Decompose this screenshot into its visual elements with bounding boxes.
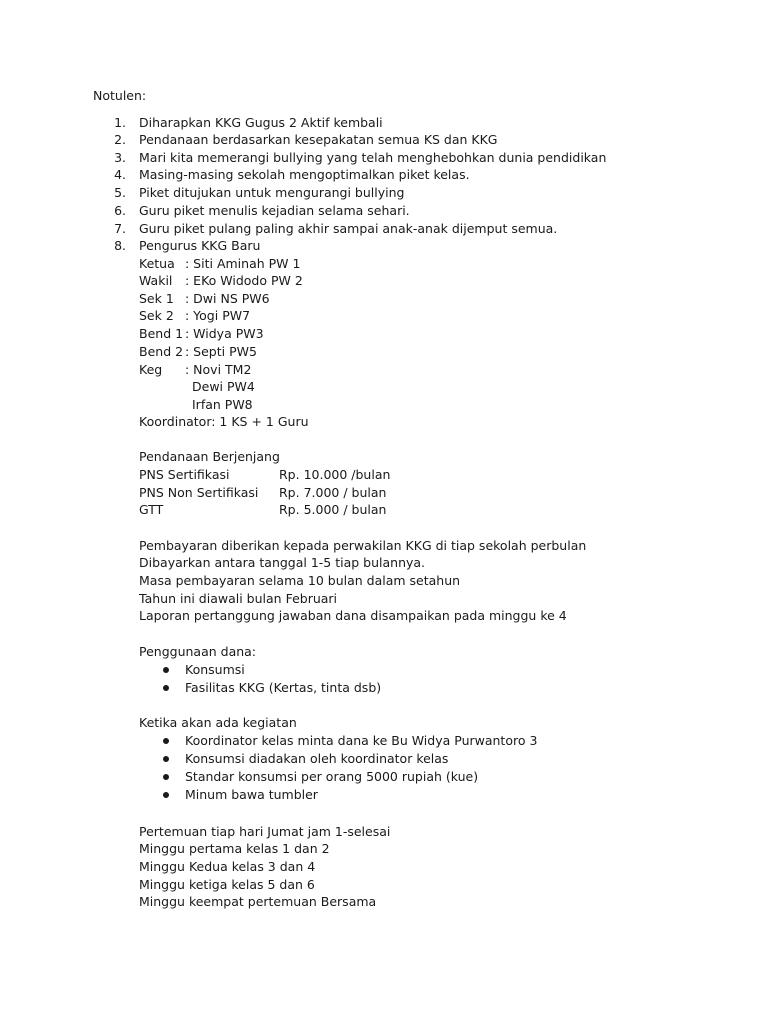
pertemuan-line: Minggu keempat pertemuan Bersama [139,894,377,909]
bullet-dot [163,685,169,691]
kegiatan-heading: Ketika akan ada kegiatan [139,715,297,730]
pertemuan-line: Minggu pertama kelas 1 dan 2 [139,841,330,856]
penggunaan-heading: Penggunaan dana: [139,644,257,659]
pembayaran-line: Laporan pertanggung jawaban dana disampaikan pada minggu ke 4 [139,608,567,623]
list-item: Piket ditujukan untuk mengurangi bullying [139,185,405,200]
kegiatan-item: Koordinator kelas minta dana ke Bu Widya Purwantoro 3 [185,733,538,748]
pendanaan-label: PNS Non Sertifikasi [139,485,259,500]
list-item: Diharapkan KKG Gugus 2 Aktif kembali [139,115,383,130]
list-number: 7. [114,221,126,236]
list-item: Masing-masing sekolah mengoptimalkan piket kelas. [139,167,470,182]
list-number: 1. [114,115,126,130]
pengurus-name: : Widya PW3 [185,326,264,341]
pengurus-name: : Novi TM2 [185,362,252,377]
list-number: 6. [114,203,126,218]
pertemuan-line: Minggu ketiga kelas 5 dan 6 [139,877,315,892]
koordinator-text: Koordinator: 1 KS + 1 Guru [139,414,309,429]
penggunaan-item: Konsumsi [185,662,245,677]
kegiatan-item: Minum bawa tumbler [185,787,318,802]
pendanaan-label: GTT [139,502,164,517]
list-item: Pendanaan berdasarkan kesepakatan semua KS dan KKG [139,132,498,147]
pendanaan-heading: Pendanaan Berjenjang [139,449,280,464]
pembayaran-line: Tahun ini diawali bulan Februari [139,591,338,606]
pembayaran-line: Dibayarkan antara tanggal 1-5 tiap bulannya. [139,555,426,570]
pengurus-role: Bend 1 [139,326,184,341]
pengurus-role: Ketua [139,256,175,271]
pendanaan-amount: Rp. 10.000 /bulan [279,467,391,482]
list-item: Guru piket menulis kejadian selama sehari. [139,203,410,218]
list-number: 4. [114,167,126,182]
pengurus-role: Sek 1 [139,291,174,306]
pertemuan-line: Pertemuan tiap hari Jumat jam 1-selesai [139,824,391,839]
list-item: Guru piket pulang paling akhir sampai anak-anak dijemput semua. [139,221,558,236]
pengurus-name: : Yogi PW7 [185,308,251,323]
pengurus-role: Bend 2 [139,344,184,359]
pendanaan-amount: Rp. 7.000 / bulan [279,485,387,500]
pengurus-name: : EKo Widodo PW 2 [185,273,303,288]
bullet-dot [163,792,169,798]
pendanaan-label: PNS Sertifikasi [139,467,230,482]
list-number: 3. [114,150,126,165]
list-number: 5. [114,185,126,200]
pengurus-role: Sek 2 [139,308,174,323]
pembayaran-line: Pembayaran diberikan kepada perwakilan KKG di tiap sekolah perbulan [139,538,587,553]
pengurus-name: : Siti Aminah PW 1 [185,256,301,271]
list-item: Pengurus KKG Baru [139,238,261,253]
document-title: Notulen: [93,88,147,103]
list-item: Mari kita memerangi bullying yang telah menghebohkan dunia pendidikan [139,150,607,165]
kegiatan-item: Standar konsumsi per orang 5000 rupiah (kue) [185,769,479,784]
keg-member: Dewi PW4 [192,379,255,394]
pengurus-name: : Dwi NS PW6 [185,291,270,306]
pengurus-name: : Septi PW5 [185,344,257,359]
pertemuan-line: Minggu Kedua kelas 3 dan 4 [139,859,316,874]
keg-member: Irfan PW8 [192,397,253,412]
pembayaran-line: Masa pembayaran selama 10 bulan dalam setahun [139,573,461,588]
pengurus-role: Keg [139,362,163,377]
pengurus-role: Wakil [139,273,173,288]
bullet-dot [163,774,169,780]
pendanaan-amount: Rp. 5.000 / bulan [279,502,387,517]
list-number: 2. [114,132,126,147]
bullet-dot [163,756,169,762]
kegiatan-item: Konsumsi diadakan oleh koordinator kelas [185,751,449,766]
list-number: 8. [114,238,126,253]
bullet-dot [163,667,169,673]
bullet-dot [163,738,169,744]
penggunaan-item: Fasilitas KKG (Kertas, tinta dsb) [185,680,382,695]
